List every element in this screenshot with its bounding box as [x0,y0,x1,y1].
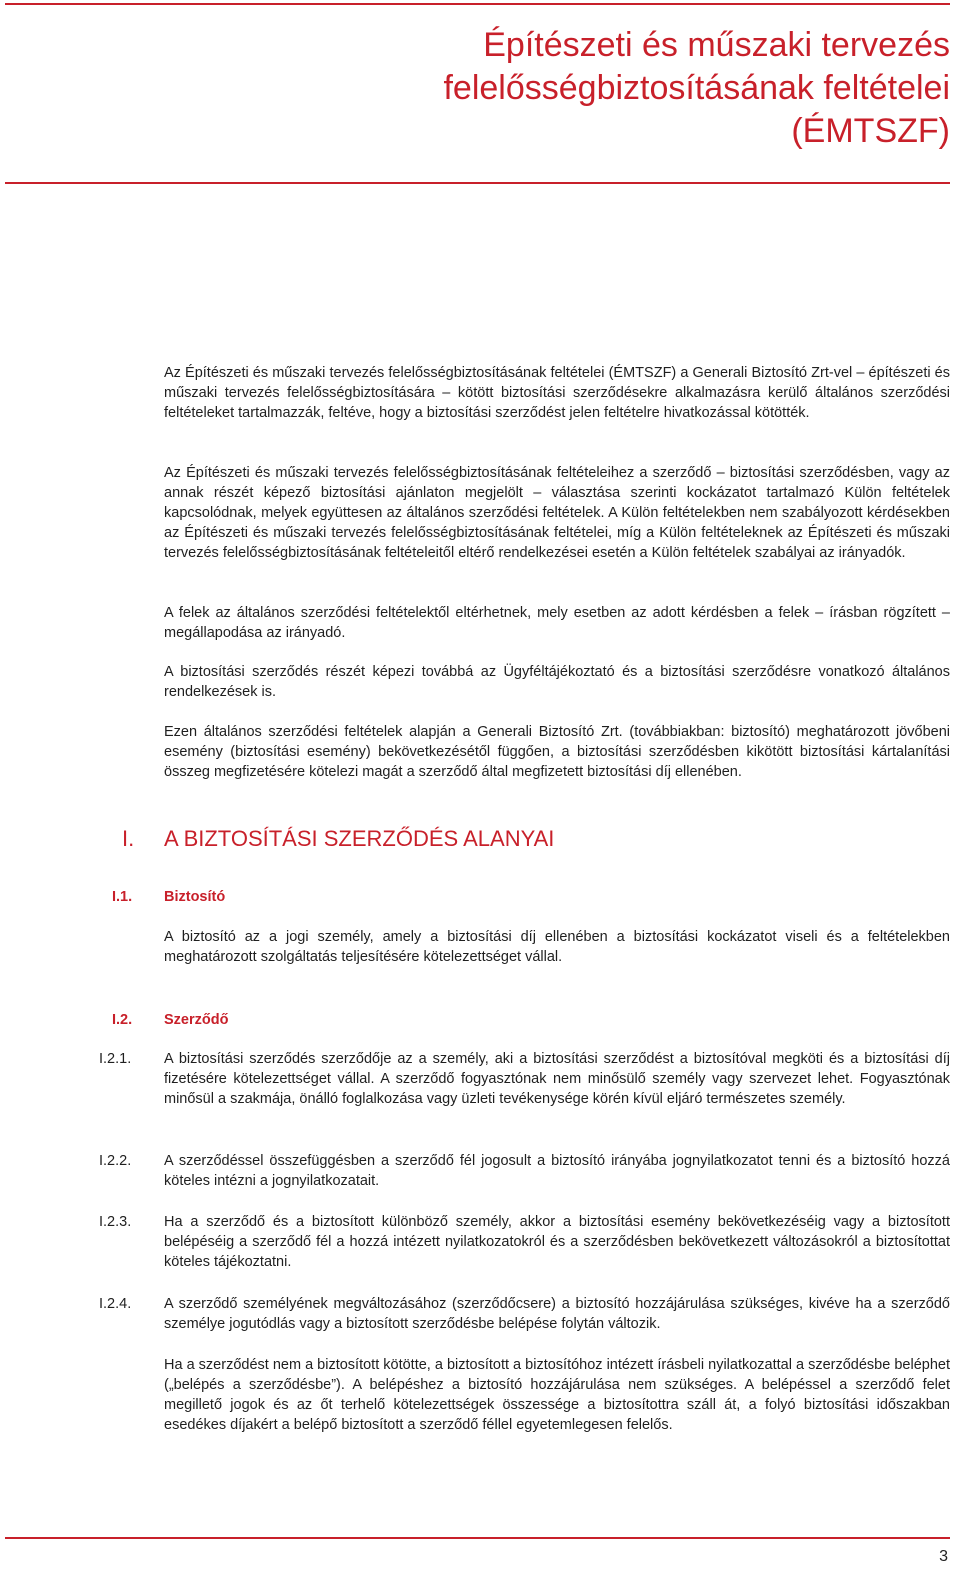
intro-paragraph-1: Az Építészeti és műszaki tervezés felelősségbiztosításának feltételei (ÉMTSZF) a Generali Biztosító Zrt-vel – építészeti és műszaki tervezés felelősségbiztosítására – kötött biztosítási szerződésekre alkalmazásra kerülő általános szerződési feltételeket tartalmazzák, feltéve, hogy a biztosítási szerződést jelen feltételre hivatkozással kötötték. [164,365,950,421]
clause-text: A szerződéssel összefüggésben a szerződő fél jogosult a biztosító irányába jognyilatkozatot tenni és a biztosító hozzá köteles intézni a jognyilatkozatait. [164,1153,950,1189]
subsection-2-number: I.2. [112,1012,133,1028]
top-rule [5,3,950,5]
title-line-2: felelősségbiztosításának feltételei [443,69,950,107]
clause-number: I.2.1. [99,1051,132,1067]
intro-paragraph-2: Az Építészeti és műszaki tervezés felelősségbiztosításának feltételeihez a szerződő – biztosítási szerződésben, vagy az annak részét képező biztosítási ajánlaton megjelölt – választása szerinti kockázatot tartalmazó Külön feltételek kapcsolódnak, melyek együttesen az általános szerződési feltételek. A Külön feltételekben nem szabályozott kérdésekben az Építészeti és műszaki tervezés felelősségbiztosításának feltételei, míg a Külön feltételeknek az Építészeti és műszaki tervezés felelősségbiztosításának feltételeitől eltérő rendelkezései esetén a Külön feltételek szabályai az irányadók. [164,465,950,561]
clause-number: I.2.4. [99,1296,132,1312]
page-number: 3 [939,1548,948,1565]
intro-paragraph-5: Ezen általános szerződési feltételek alapján a Generali Biztosító Zrt. (továbbiakban: biztosító) meghatározott jövőbeni esemény (biztosítási esemény) bekövetkezésétől függően, a biztosítási szerződésben kikötött biztosítási kártalanítási összeg megfizetésére kötelezi magát a szerződő által megfizetett biztosítási díj ellenében. [164,724,950,780]
subsection-1-number: I.1. [112,889,133,905]
clause-text: A szerződő személyének megváltozásához (szerződőcsere) a biztosító hozzájárulása szükséges, kivéve ha a szerződő személye jogutódlás vagy a biztosított szerződésbe belépése folytán változik. [164,1296,950,1332]
document-title [350,24,950,153]
subsection-1-text: A biztosító az a jogi személy, amely a biztosítási díj ellenében a biztosítási kockázatot viseli és a feltételekben meghatározott szolgáltatás teljesítésére kötelezettséget vállal. [164,929,950,965]
intro-paragraph-4: A biztosítási szerződés részét képezi továbbá az Ügyféltájékoztató és a biztosítási szerződésre vonatkozó általános rendelkezések is. [164,664,950,700]
section-title: A BIZTOSÍTÁSI SZERZŐDÉS ALANYAI [164,826,555,851]
title-line-1: Építészeti és műszaki tervezés [483,26,950,64]
intro-paragraph-3: A felek az általános szerződési feltételektől eltérhetnek, mely esetben az adott kérdésben a felek – írásban rögzített – megállapodása az irányadó. [164,605,950,641]
section-number: I. [122,826,135,851]
title-divider [5,182,950,184]
clause-text: A biztosítási szerződés szerződője az a személy, aki a biztosítási szerződést a biztosítóval megköti és a biztosítási díj fizetésére kötelezettséget vállal. A szerződő fogyasztónak nem minősülő személy vagy szervezet lehet. Fogyasztónak minősül a szakmája, önálló foglalkozása vagy üzleti tevékenysége körén kívül eljáró természetes személy. [164,1051,950,1107]
clause-number: I.2.2. [99,1153,132,1169]
clause-continuation: Ha a szerződést nem a biztosított kötötte, a biztosított a biztosítóhoz intézett írásbeli nyilatkozattal a szerződésbe beléphet („belépés a szerződésbe”). A belépéshez a biztosító hozzájárulása nem szükséges. A belépéssel a szerződő felet megillető jogok és az őt terhelő kötelezettségek összessége a biztosítottra száll át, a folyó biztosítási időszakban esedékes díjakért a belépő biztosított a szerződő féllel egyetemlegesen felelős. [164,1357,950,1433]
subsection-1-title: Biztosító [164,889,226,905]
title-line-3: (ÉMTSZF) [791,112,950,150]
clause-text: Ha a szerződő és a biztosított különböző személy, akkor a biztosítási esemény bekövetkezéséig vagy a biztosított belépéséig a szerződő fél a hozzá intézett nyilatkozatokról és a szerződésben bekövetkezett változásokról a biztosítottat köteles tájékoztatni. [164,1214,950,1270]
section-heading [0,824,960,854]
clause-number: I.2.3. [99,1214,132,1230]
footer-rule [5,1537,950,1539]
subsection-2-title: Szerződő [164,1012,229,1028]
